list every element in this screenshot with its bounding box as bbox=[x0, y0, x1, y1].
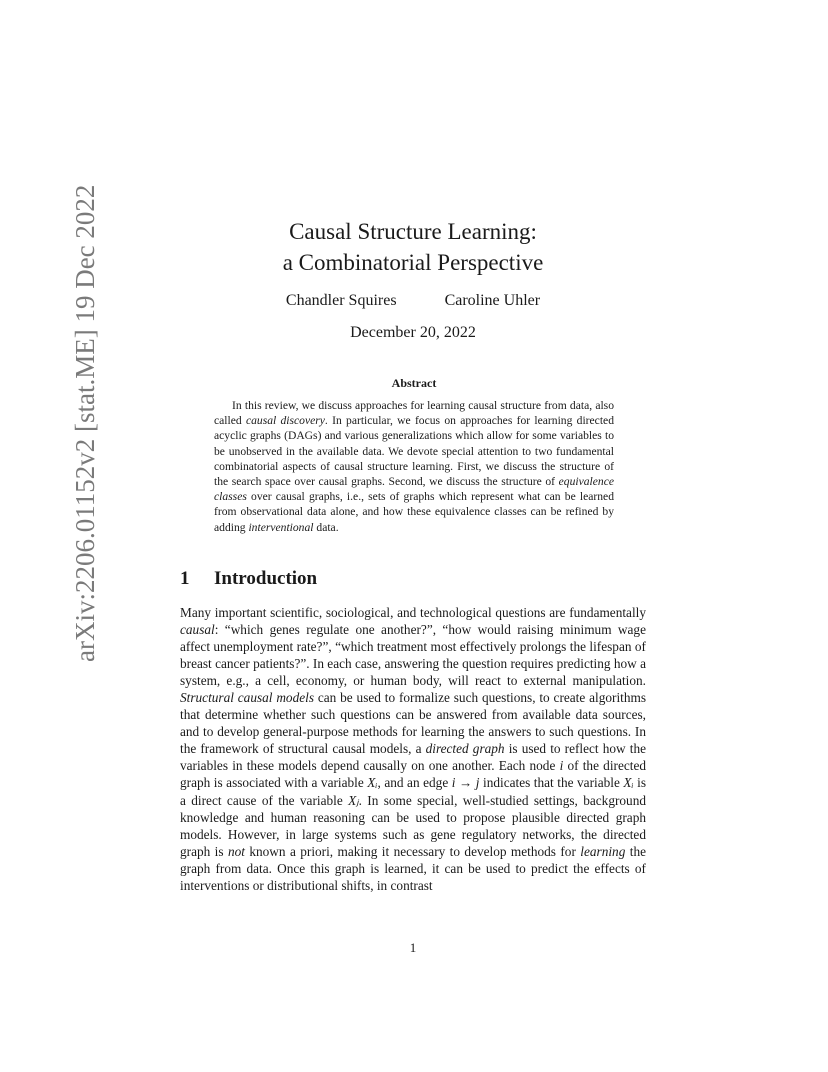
author-list bbox=[180, 292, 646, 310]
abstract-text-run: over causal graphs, i.e., sets of graphs which represent what can be learned from observational data alone, and how these equivalence classes can be refined by adding bbox=[214, 490, 614, 534]
intro-text-run: . In some special, well-studied settings, background knowledge and human reasoning can be used to propose plausible directed graph models. However, in large systems such as gene regulatory networks, the directed graph is bbox=[180, 792, 646, 859]
abstract-emphasis: causal discovery bbox=[245, 414, 325, 428]
intro-math: Xⱼ bbox=[348, 792, 359, 808]
intro-text-run: : “which genes regulate one another?”, “how would raising minimum wage affect unemployment rate?”, “which treatment most effectively prolongs the lifespan of breast cancer patients?”. In each case, answering the question requires predicting how a system, e.g., a cell, economy, or human body, will react to external manipulation. bbox=[180, 622, 646, 689]
author-name: Caroline Uhler bbox=[444, 292, 541, 309]
paper-date: December 20, 2022 bbox=[350, 324, 476, 341]
intro-text-run: , and an edge bbox=[377, 775, 452, 791]
intro-text-run: Many important scientific, sociological, and technological questions are fundamentally bbox=[180, 605, 646, 620]
abstract-text-run: . In particular, we focus on approaches for learning directed acyclic graphs (DAGs) and various generalizations which allow for some variables to be unobserved in the available data. We devote special attention to two fundamental combinatorial aspects of causal structure learning. First, we discuss the structure of the search space over causal graphs. Second, we discuss the structure of bbox=[214, 414, 614, 489]
abstract-text-run: In this review, we discuss approaches for learning causal structure from data, also called bbox=[214, 399, 614, 428]
abstract-emphasis: equivalence classes bbox=[214, 475, 614, 504]
abstract-text bbox=[214, 398, 614, 535]
section-number: 1 bbox=[180, 568, 190, 589]
arxiv-sidebar bbox=[22, 184, 100, 662]
intro-text-run: indicates that the variable bbox=[479, 775, 624, 791]
intro-text-run: of the directed graph is associated with a variable bbox=[180, 758, 646, 791]
intro-math: i bbox=[559, 758, 564, 774]
arxiv-identifier: arXiv:2206.01152v2 [stat.ME] 19 Dec 2022 bbox=[70, 184, 100, 662]
section-title: Introduction bbox=[214, 568, 318, 589]
title-line-2: a Combinatorial Perspective bbox=[282, 250, 544, 275]
intro-emphasis: directed graph bbox=[425, 741, 505, 757]
intro-emphasis: causal bbox=[180, 622, 215, 638]
intro-emphasis: not bbox=[227, 843, 245, 859]
abstract-emphasis: interventional bbox=[248, 520, 314, 534]
introduction-paragraph bbox=[180, 604, 646, 894]
intro-emphasis: learning bbox=[580, 843, 626, 859]
page-number: 1 bbox=[409, 940, 417, 955]
intro-math: Xᵢ bbox=[367, 775, 378, 791]
intro-math: Xᵢ bbox=[623, 775, 634, 791]
intro-emphasis: Structural causal models bbox=[180, 690, 315, 706]
section-heading bbox=[180, 568, 317, 590]
intro-text-run: known a priori, making it necessary to develop methods for bbox=[244, 843, 581, 859]
author-name: Chandler Squires bbox=[285, 292, 397, 309]
intro-text-run: the graph from data. Once this graph is learned, it can be used to predict the effects of interventions or distributional shifts, in contrast bbox=[180, 843, 647, 893]
intro-math: i → j bbox=[451, 775, 480, 791]
intro-text-run: is used to reflect how the variables in these models depend causally on one another. Each node bbox=[180, 741, 647, 774]
paper-title bbox=[180, 216, 646, 278]
abstract-text-run: data. bbox=[313, 520, 339, 534]
intro-text-run: can be used to formalize such questions, to create algorithms that determine whether such questions can be answered from available data sources, and to develop general-purpose methods for learning the answers to such questions. In the framework of structural causal models, a bbox=[180, 690, 647, 757]
intro-text-run: is a direct cause of the variable bbox=[180, 775, 646, 808]
abstract-heading: Abstract bbox=[391, 376, 437, 390]
title-line-1: Causal Structure Learning: bbox=[289, 219, 537, 244]
